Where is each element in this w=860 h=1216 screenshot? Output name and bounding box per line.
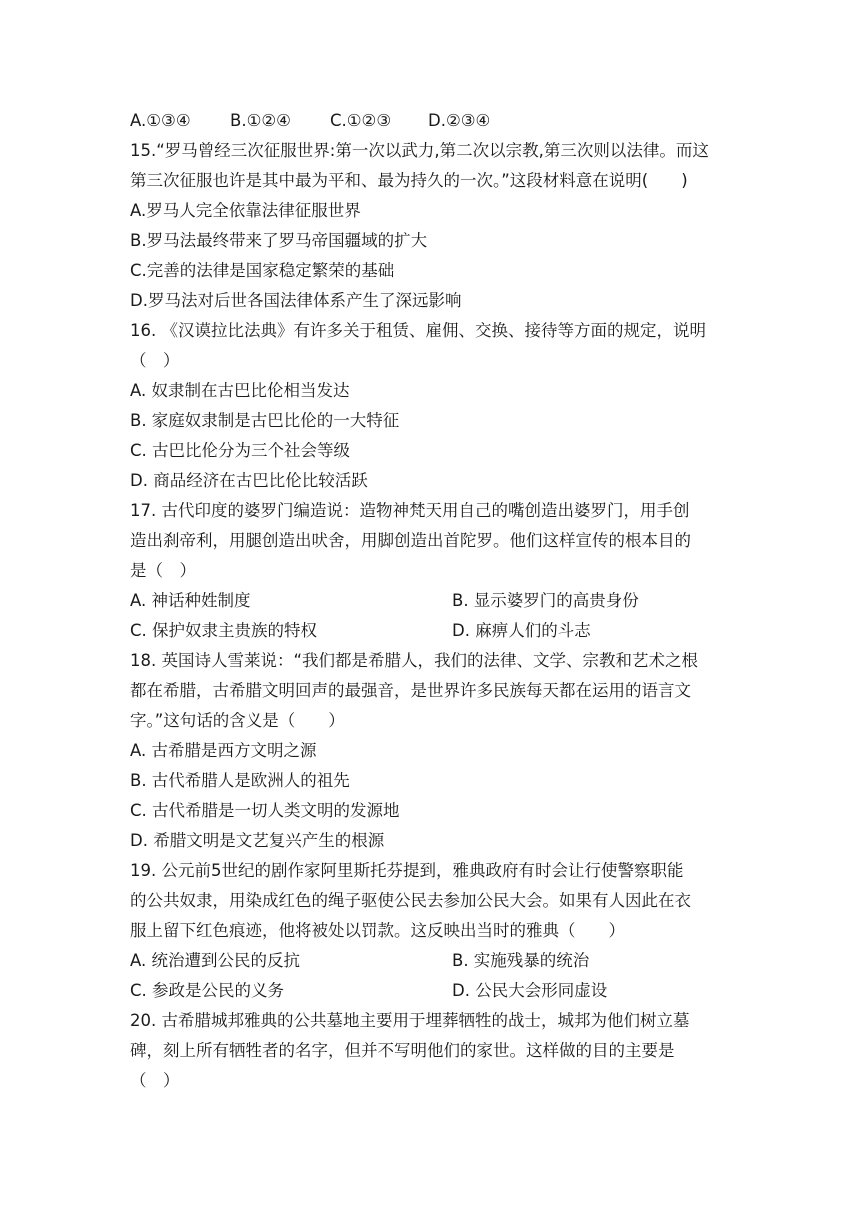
q14-option-d: D.②③④ [428,111,491,130]
question-17-option-c: C. 保护奴隶主贵族的特权 [130,621,318,640]
question-17-option-b: B. 显示婆罗门的高贵身份 [452,591,639,610]
question-19-stem-line: 19. 公元前5世纪的剧作家阿里斯托芬提到，雅典政府有时会让行使警察职能 [130,861,684,880]
question-15-option-d: D.罗马法对后世各国法律体系产生了深远影响 [130,291,462,310]
question-15-option-a: A.罗马人完全依靠法律征服世界 [130,201,361,220]
question-20 [130,1006,730,1096]
question-16 [130,316,730,496]
q14-option-b: B.①②④ [230,111,291,130]
question-18-option-b: B. 古代希腊人是欧洲人的祖先 [130,771,350,790]
question-19-stem-line: 服上留下红色痕迹，他将被处以罚款。这反映出当时的雅典（ ） [130,921,625,940]
question-20-stem-line: 碑，刻上所有牺牲者的名字，但并不写明他们的家世。这样做的目的主要是 [130,1041,675,1060]
question-17-option-a: A. 神话种姓制度 [130,591,251,610]
question-19-stem-line: 的公共奴隶，用染成红色的绳子驱使公民去参加公民大会。如果有人因此在衣 [130,891,691,910]
question-16-stem-line: （ ） [130,351,180,370]
question-15 [130,136,730,316]
question-20-stem-line: 20. 古希腊城邦雅典的公共墓地主要用于埋葬牺牲的战士，城邦为他们树立墓 [130,1011,690,1030]
question-16-option-a: A. 奴隶制在古巴比伦相当发达 [130,381,350,400]
question-16-option-d: D. 商品经济在古巴比伦比较活跃 [130,471,368,490]
question-20-stem-line: （ ） [130,1071,180,1090]
question-19-options-row [130,976,730,1006]
question-16-option-c: C. 古巴比伦分为三个社会等级 [130,441,351,460]
question-19-option-b: B. 实施残暴的统治 [452,951,590,970]
question-18-stem-line: 都在希腊，古希腊文明回声的最强音，是世界许多民族每天都在运用的语言文 [130,681,691,700]
question-19-option-d: D. 公民大会形同虚设 [452,981,608,1000]
question-17 [130,496,730,646]
question-15-stem-line: 15.“罗马曾经三次征服世界:第一次以武力,第二次以宗教,第三次则以法律。而这 [130,141,709,160]
question-15-option-c: C.完善的法律是国家稳定繁荣的基础 [130,261,395,280]
exam-page [130,106,730,1096]
question-16-stem-line: 16. 《汉谟拉比法典》有许多关于租赁、雇佣、交换、接待等方面的规定，说明 [130,321,706,340]
question-18-option-c: C. 古代希腊是一切人类文明的发源地 [130,801,400,820]
question-17-options-row [130,586,730,616]
question-18-option-d: D. 希腊文明是文艺复兴产生的根源 [130,831,385,850]
question-19-option-c: C. 参政是公民的义务 [130,981,285,1000]
question-17-options-row [130,616,730,646]
question-15-option-b: B.罗马法最终带来了罗马帝国疆域的扩大 [130,231,428,250]
q14-options [130,106,730,136]
q14-option-c: C.①②③ [330,111,392,130]
question-17-option-d: D. 麻痹人们的斗志 [452,621,591,640]
question-15-stem-line: 第三次征服也许是其中最为平和、最为持久的一次。”这段材料意在说明( ) [130,171,688,190]
question-18-option-a: A. 古希腊是西方文明之源 [130,741,317,760]
question-19-option-a: A. 统治遭到公民的反抗 [130,951,300,970]
question-19 [130,856,730,1006]
question-16-option-b: B. 家庭奴隶制是古巴比伦的一大特征 [130,411,400,430]
question-17-stem-line: 造出刹帝利，用腿创造出吠舍，用脚创造出首陀罗。他们这样宣传的根本目的 [130,531,691,550]
question-18 [130,646,730,856]
question-18-stem-line: 18. 英国诗人雪莱说：“我们都是希腊人，我们的法律、文学、宗教和艺术之根 [130,651,699,670]
question-18-stem-line: 字。”这句话的含义是（ ） [130,711,345,730]
question-17-stem-line: 17. 古代印度的婆罗门编造说：造物神梵天用自己的嘴创造出婆罗门，用手创 [130,501,690,520]
q14-option-a: A.①③④ [130,111,191,130]
question-19-options-row [130,946,730,976]
question-17-stem-line: 是（ ） [130,561,196,580]
